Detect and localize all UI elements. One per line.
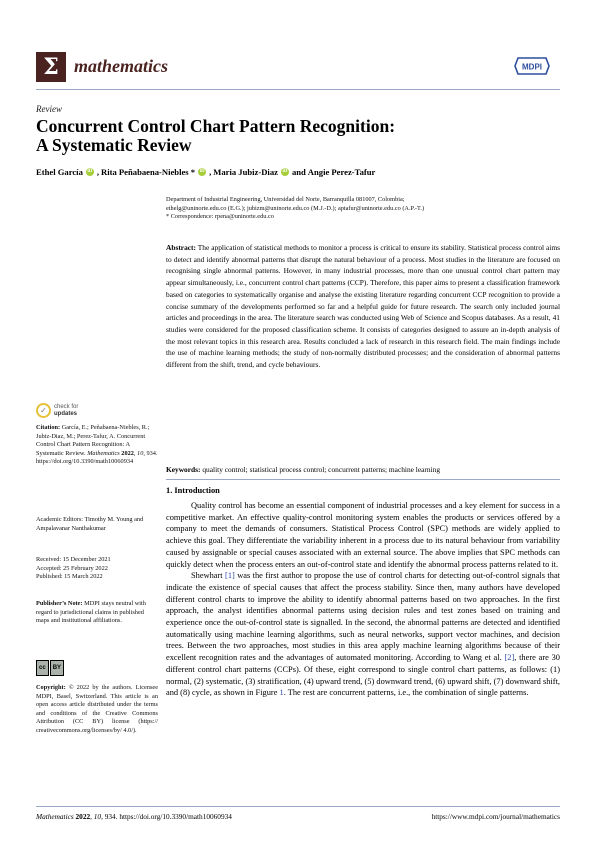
received-date: Received: 15 December 2021 xyxy=(36,556,111,563)
reference-link[interactable]: [2] xyxy=(504,653,515,663)
copyright-label: Copyright: xyxy=(36,684,66,691)
orcid-icon[interactable]: iD xyxy=(199,169,205,174)
keywords-rule xyxy=(166,479,560,480)
author-separator: , xyxy=(209,167,212,177)
citation-doi[interactable]: , 934. https://doi.org/10.3390/math10060934 xyxy=(36,449,158,466)
reference-link[interactable]: [1] xyxy=(225,571,235,581)
affiliation xyxy=(166,196,560,222)
check-updates-icon: ✓ xyxy=(36,403,51,418)
author-4[interactable]: Angie Perez-Tafur xyxy=(307,167,376,177)
citation-journal: Mathematics xyxy=(87,449,120,457)
cc-icon: cc xyxy=(36,660,49,676)
introduction xyxy=(166,500,560,699)
article-title xyxy=(36,117,556,155)
author-1[interactable]: Ethel García xyxy=(36,167,83,177)
copyright xyxy=(36,684,158,736)
abstract-label: Abstract: xyxy=(166,243,196,252)
footer-doi[interactable]: , 934. https://doi.org/10.3390/math10060934 xyxy=(101,812,232,821)
academic-editors: Academic Editors: Timothy M. Young and Ampalavanar Nanthakumar xyxy=(36,516,144,532)
publisher-note-label: Publisher’s Note: xyxy=(36,600,83,607)
footer-year: 2022 xyxy=(73,812,91,821)
author-list xyxy=(36,167,375,177)
text-run: Shewhart xyxy=(191,571,226,581)
check-updates-label xyxy=(54,404,78,418)
footer-citation xyxy=(36,812,232,821)
keywords xyxy=(166,464,560,475)
correspondence: * Correspondence: rpena@uninorte.edu.co xyxy=(166,213,274,221)
author-separator: and xyxy=(291,167,306,177)
dates xyxy=(36,556,158,582)
orcid-icon[interactable]: iD xyxy=(282,169,288,174)
text-run: , there are 30 different control chart patterns (CCPs). Of these, eight correspond to single control chart patterns, as follows: (1) normal, (2) systematic, (3) stratification, (4) upward trend, (5) downward trend, (6) upward shift, (7) downward shift, and (8) cycle, as shown in Figure xyxy=(166,653,560,698)
intro-paragraph-1: Quality control has become an essential component of industrial processes and a key element for success in a competitive market. An effective quality-control monitoring system enables the products or services offered by a company to meet the demands of consumers. Statistical Process Control (SPC) methods are widely applied to achieve this goal. They differentiate the variability inherent in a process due to its natural behaviour from variability caused by assignable or special causes associated with an external source. The above implies that SPC methods can quickly detect when the process enters an out-of-control state and identify the abnormal process patterns related to it. xyxy=(166,501,560,569)
cc-by-license-badge[interactable] xyxy=(36,660,64,676)
citation-text: García, E.; Peñabaena-Niebles, R.; Jubiz-Diaz, M.; Perez-Tafur, A. Concurrent Control Chart Pattern Recognition: A Systematic Review. xyxy=(36,424,150,457)
check-line-1: check for xyxy=(54,403,79,410)
section-heading: 1. Introduction xyxy=(166,486,220,495)
text-run: was the first author to propose the use of control charts for detecting out-of-control signals that indicate the existence of special causes that affect the process stability. Since then, many authors have developed different control charts to improve the ability to identify abnormal patterns based on two approaches. In the first approach, the analyst identifies abnormal patterns using decision rules and test zones based on training and experience once the out-of-control state is signalled. In the second, the abnormal patterns are detected and identified automatically using machine learning algorithms, such as neural networks, support vector machines, and decision trees. Between the two approaches, most studies in this area apply machine learning algorithms because of their excellent recognition rates and the advantages of automated monitoring. According to Wang et al. xyxy=(166,571,560,663)
title-line-1: Concurrent Control Chart Pattern Recognition: xyxy=(36,116,396,136)
check-for-updates[interactable] xyxy=(36,403,78,418)
abstract xyxy=(166,242,560,371)
copyright-text: © 2022 by the authors. Licensee MDPI, Basel, Switzerland. This article is an open access article distributed under the terms and conditions of the Creative Commons Attribution (CC BY) license (https:// creativecommons.org/licenses/by/ 4.0/). xyxy=(36,684,158,734)
author-3[interactable]: Maria Jubiz-Diaz xyxy=(213,167,278,177)
published-date: Published: 15 March 2022 xyxy=(36,573,103,581)
by-icon: BY xyxy=(50,660,64,676)
abstract-text: The application of statistical methods to monitor a process is critical to ensure its stability. Statistical process control aims to detect and identify abnormal patterns that disrupt the natural behaviour of a process. Most studies in the literature are focused on recognising single abnormal patterns. However, in many industrial processes, more than one unusual control chart pattern may appear simultaneously, i.e., concurrent control chart patterns (CCP). Therefore, this paper aims to present a classification framework based on categories to systematically organise and analyse the existing literature regarding concurrent CCP recognition to provide a concise summary of the developments performed so far and a helpful guide for future research. The search only included journal articles and proceedings in the area. The literature search was conducted using Web of Science and Scopus databases. As a result, 41 studies were considered for the proposed classification scheme. It consists of categories designed to assure an in-depth analysis of the most relevant topics in this research area. Results concluded a lack of research in this research field. The main findings include the use of machine learning methods; the study of non-normally distributed processes; and the consideration of abnormal patterns different from the shift, trend, and cycle behaviours. xyxy=(166,243,560,370)
author-separator: , xyxy=(96,167,100,177)
journal-logo: Σ xyxy=(36,52,66,82)
citation xyxy=(36,424,158,467)
citation-volume: , 10 xyxy=(133,449,144,457)
affiliation-line-1: Department of Industrial Engineering, Universidad del Norte, Barranquilla 081007, Colombia; xyxy=(166,196,405,203)
publisher-note-text: MDPI stays neutral with regard to jurisdictional claims in published maps and institutional affiliations. xyxy=(36,600,146,625)
text-run: . The rest are concurrent patterns, i.e., the combination of single patterns. xyxy=(283,688,529,698)
accepted-date: Accepted: 25 February 2022 xyxy=(36,564,108,572)
journal-name: mathematics xyxy=(74,56,168,76)
intro-paragraph-2 xyxy=(166,570,560,699)
footer-journal-url[interactable]: https://www.mdpi.com/journal/mathematics xyxy=(431,812,560,821)
citation-year: 2022 xyxy=(119,449,134,457)
check-line-2: updates xyxy=(54,410,78,417)
mdpi-logo xyxy=(514,57,550,75)
header-rule xyxy=(36,89,560,90)
footer xyxy=(36,812,560,821)
footer-journal: Mathematics xyxy=(36,812,74,821)
publisher-note xyxy=(36,600,158,626)
keywords-label: Keywords: xyxy=(166,465,201,474)
keywords-text: quality control; statistical process control; concurrent patterns; machine learning xyxy=(202,465,441,474)
footer-volume: , 10 xyxy=(90,812,102,821)
publisher-name: MDPI xyxy=(522,62,542,72)
article-type: Review xyxy=(36,104,62,114)
title-line-2: A Systematic Review xyxy=(36,135,192,155)
affiliation-emails: ethelg@uninorte.edu.co (E.G.); jubizm@uninorte.edu.co (M.J.-D.); aptafur@uninorte.edu.co (A.P.-T.) xyxy=(166,204,425,212)
footer-rule xyxy=(36,806,560,807)
orcid-icon[interactable]: iD xyxy=(87,169,93,174)
figure-link[interactable]: 1 xyxy=(279,688,284,698)
author-2[interactable]: Rita Peñabaena-Niebles * xyxy=(101,167,196,177)
citation-label: Citation: xyxy=(36,424,61,431)
